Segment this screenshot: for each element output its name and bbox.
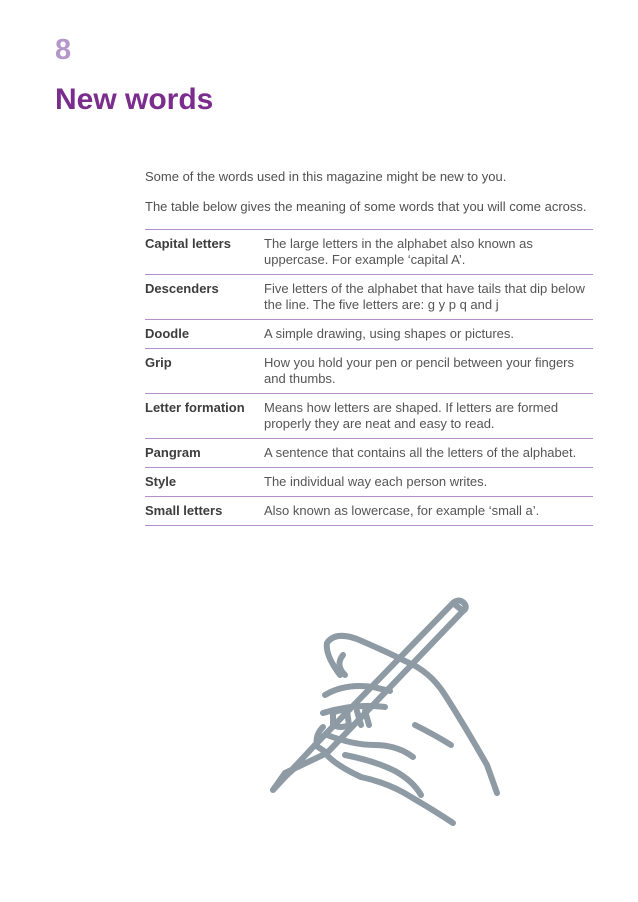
glossary-row — [145, 439, 593, 468]
intro-text-1: Some of the words used in this magazine might be new to you. — [145, 169, 507, 184]
glossary-table — [145, 229, 593, 526]
glossary-row — [145, 349, 593, 394]
glossary-term: Letter formation — [145, 400, 245, 415]
glossary-term: Grip — [145, 355, 172, 370]
glossary-row — [145, 394, 593, 439]
glossary-term: Style — [145, 474, 177, 489]
glossary-definition: Means how letters are shaped. If letters are formed properly they are neat and easy to read. — [264, 400, 559, 431]
glossary-row — [145, 320, 593, 349]
glossary-row — [145, 230, 593, 275]
glossary-row — [145, 468, 593, 497]
glossary-definition: Also known as lowercase, for example ‘small a’. — [264, 503, 540, 518]
glossary-term: Doodle — [145, 326, 190, 341]
glossary-definition: A simple drawing, using shapes or pictures. — [264, 326, 515, 341]
glossary-term: Pangram — [145, 445, 201, 460]
glossary-row — [145, 497, 593, 526]
intro-text-2: The table below gives the meaning of some words that you will come across. — [145, 199, 587, 214]
glossary-definition: The large letters in the alphabet also known as uppercase. For example ‘capital A’. — [264, 236, 533, 267]
glossary-definition: The individual way each person writes. — [264, 474, 488, 489]
glossary-term: Capital letters — [145, 236, 231, 251]
page-number: 8 — [55, 34, 72, 66]
glossary-term: Small letters — [145, 503, 223, 518]
glossary-definition: How you hold your pen or pencil between your fingers and thumbs. — [264, 355, 575, 386]
glossary-definition: A sentence that contains all the letters of the alphabet. — [264, 445, 577, 460]
page-title: New words — [55, 83, 214, 116]
glossary-definition: Five letters of the alphabet that have tails that dip below the line. The five letters are: g y p q and j — [264, 281, 585, 312]
glossary-row — [145, 275, 593, 320]
hand-writing-with-pencil-icon — [265, 595, 510, 830]
glossary-term: Descenders — [145, 281, 219, 296]
